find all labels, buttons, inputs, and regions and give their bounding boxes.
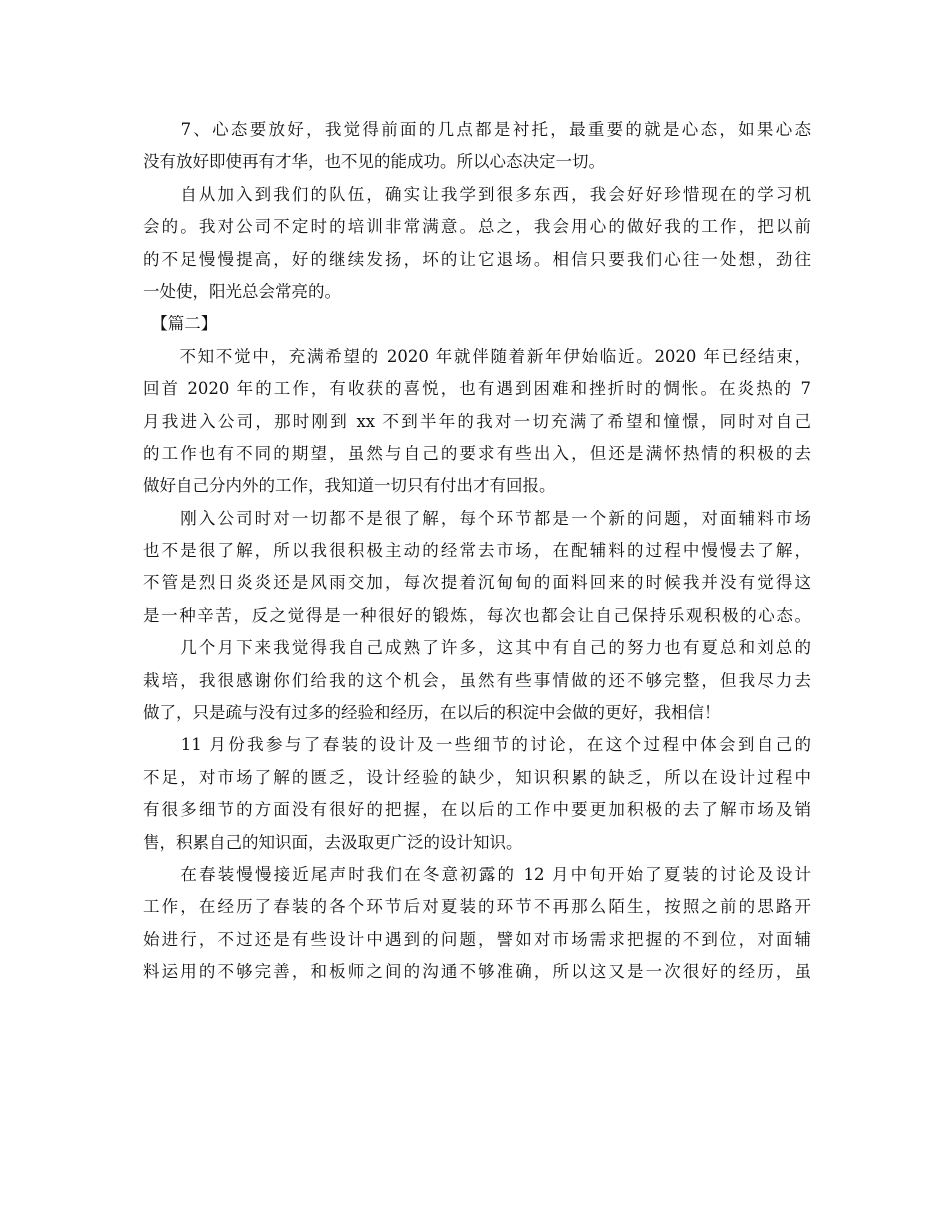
text-line: 也不是很了解，所以我很积极主动的经常去市场，在配辅料的过程中慢慢去了解， [143,541,811,561]
text-line: 是一种辛苦，反之觉得是一种很好的锻炼，每次也都会让自己保持乐观积极的心态。 [143,605,811,625]
paragraph-mindset [143,114,811,179]
text-line: 回首 2020 年的工作，有收获的喜悦，也有遇到困难和挫折时的惆怅。在炎热的 7 [143,379,811,399]
paragraph-team [143,179,811,309]
text-line: 月我进入公司，那时刚到 xx 不到半年的我对一切充满了希望和憧憬，同时对自己 [143,411,811,431]
text-line: 的工作也有不同的期望，虽然与自己的要求有些出入，但还是满怀热情的积极的去 [143,443,811,463]
text-line: 没有放好即使再有才华，也不见的能成功。所以心态决定一切。 [143,152,605,172]
text-line: 不足，对市场了解的匮乏，设计经验的缺少，知识积累的缺乏，所以在设计过程中 [143,767,811,787]
heading-line: 【篇二】 [143,314,218,334]
paragraph-summer-design [143,859,811,989]
text-line: 做了，只是疏与没有过多的经验和经历，在以后的积淀中会做的更好，我相信！ [143,703,721,723]
text-line: 售，积累自己的知识面，去汲取更广泛的设计知识。 [143,832,523,852]
text-line: 7、心态要放好，我觉得前面的几点都是衬托，最重要的就是心态，如果心态 [143,120,811,139]
paragraph-joining [143,503,811,633]
text-line: 料运用的不够完善，和板师之间的沟通不够准确，所以这又是一次很好的经历，虽 [143,962,811,982]
text-line: 会的。我对公司不定时的培训非常满意。总之，我会用心的做好我的工作，把以前 [143,217,811,237]
text-line: 一处使，阳光总会常亮的。 [143,281,341,301]
text-line: 11 月份我参与了春装的设计及一些细节的讨论，在这个过程中体会到自己的 [143,735,811,755]
text-line: 栽培，我很感谢你们给我的这个机会，虽然有些事情做的还不够完整，但我尽力去 [143,670,811,690]
paragraph-spring-design [143,729,811,859]
text-line: 几个月下来我觉得我自己成熟了许多，这其中有自己的努力也有夏总和刘总的 [143,638,811,658]
text-line: 的不足慢慢提高，好的继续发扬，坏的让它退场。相信只要我们心往一处想，劲往 [143,249,811,269]
paragraph-growth [143,632,811,729]
text-line: 自从加入到我们的队伍，确实让我学到很多东西，我会好好珍惜现在的学习机 [143,184,811,204]
text-line: 刚入公司时对一切都不是很了解，每个环节都是一个新的问题，对面辅料市场 [143,508,811,528]
document-body [143,114,811,989]
text-line: 始进行，不过还是有些设计中遇到的问题，譬如对市场需求把握的不到位，对面辅 [143,929,811,949]
text-line: 做好自己分内外的工作，我知道一切只有付出才有回报。 [143,476,556,496]
text-line: 在春装慢慢接近尾声时我们在冬意初露的 12 月中旬开始了夏装的讨论及设计 [143,864,811,884]
text-line: 不管是烈日炎炎还是风雨交加，每次提着沉甸甸的面料回来的时候我并没有觉得这 [143,573,811,593]
text-line: 不知不觉中，充满希望的 2020 年就伴随着新年伊始临近。2020 年已经结束， [143,346,811,366]
text-line: 有很多细节的方面没有很好的把握，在以后的工作中要更加积极的去了解市场及销 [143,800,811,820]
section-heading [143,308,811,340]
text-line: 工作，在经历了春装的各个环节后对夏装的环节不再那么陌生，按照之前的思路开 [143,897,811,917]
paragraph-year-review [143,341,811,503]
